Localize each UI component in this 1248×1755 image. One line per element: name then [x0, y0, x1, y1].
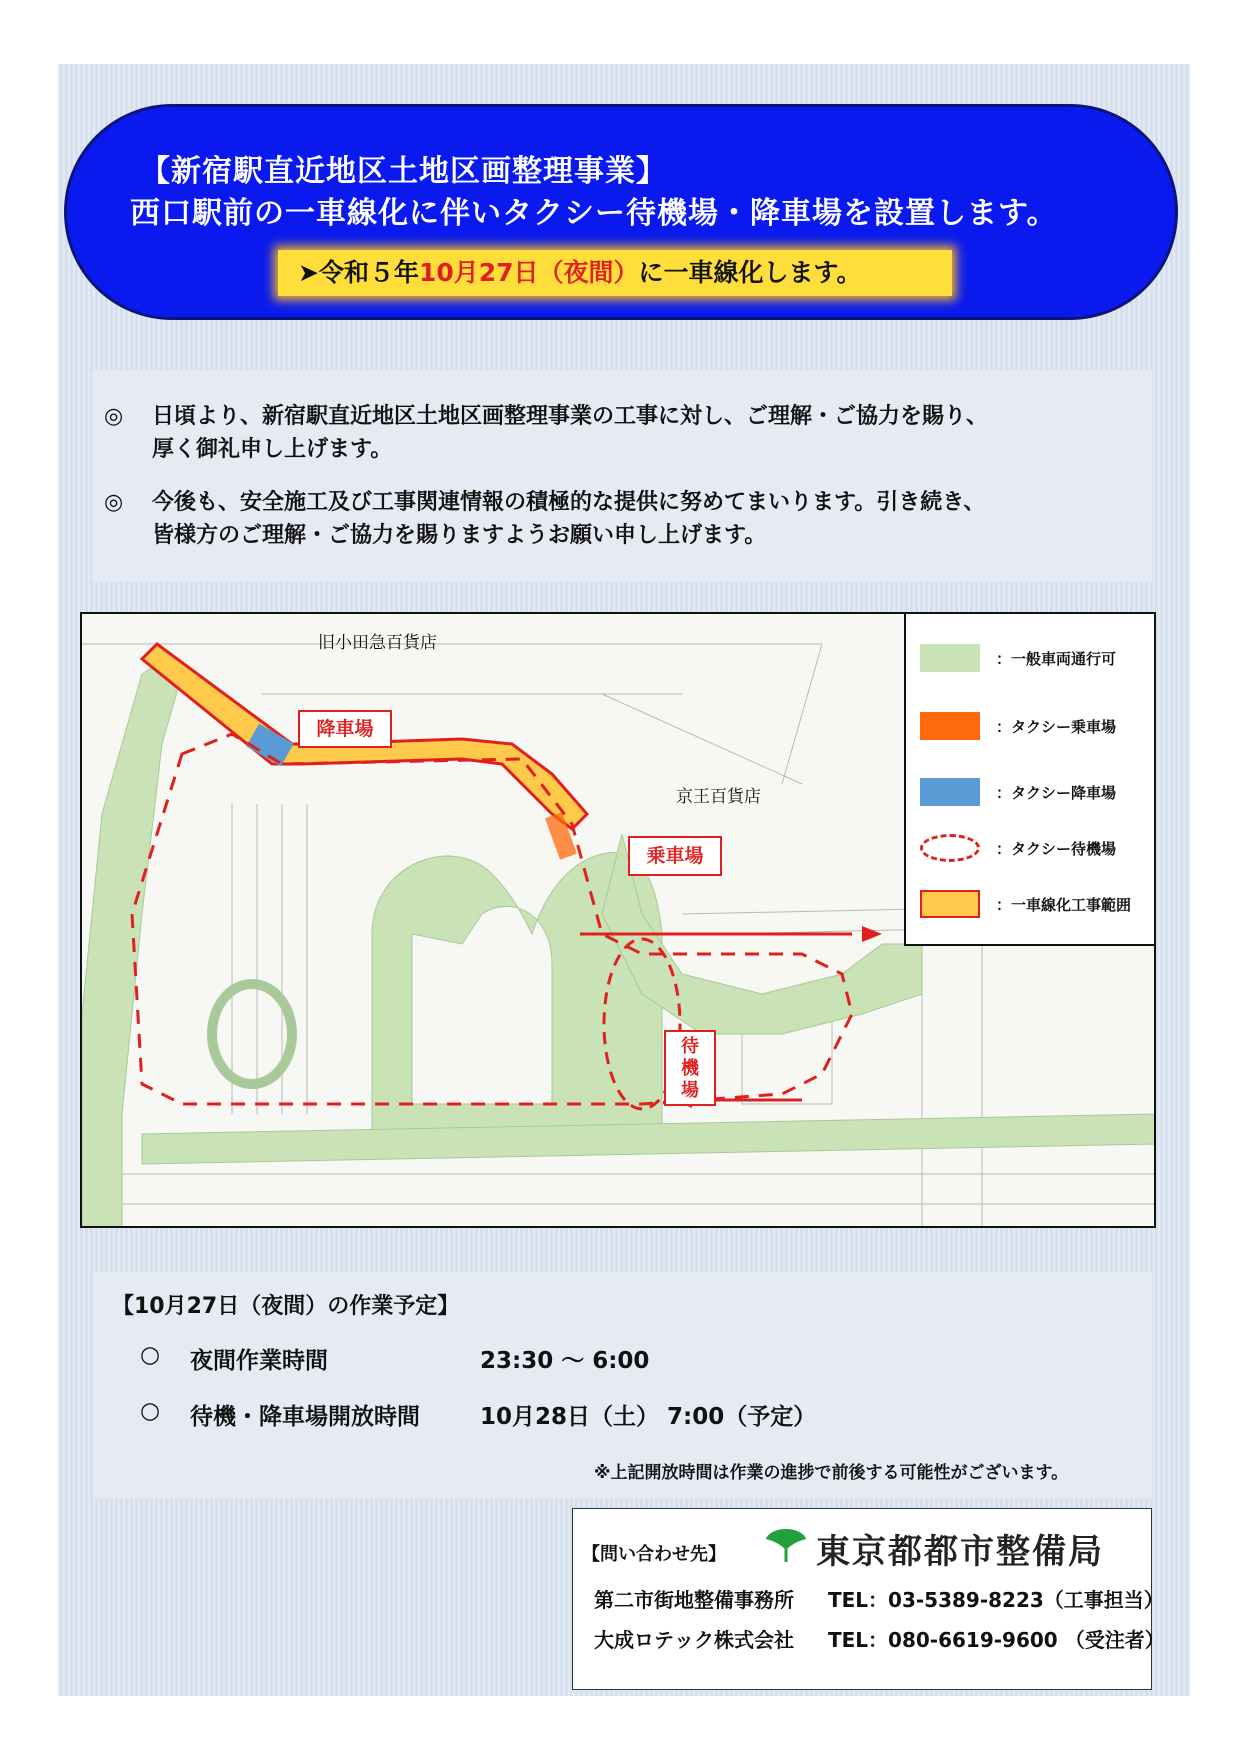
contact-name: 大成ロテック株式会社 [594, 1628, 794, 1652]
contact-tel: TEL：080-6619-9600 （受注者） [828, 1628, 1165, 1652]
waiting-char: 機 [681, 1058, 699, 1079]
page-subtitle: 西口駅前の一車線化に伴いタクシー待機場・降車場を設置します。 [130, 196, 1058, 231]
date-prefix: ➤令和５年 [298, 258, 419, 287]
org-name: 東京都都市整備局 [816, 1532, 1104, 1572]
date-highlight: 10月27日（夜間） [418, 258, 639, 287]
paragraph-line: 皆様方のご理解・ご協力を賜りますようお願い申し上げます。 [152, 523, 767, 548]
schedule-note: ※上記開放時間は作業の進捗で前後する可能性がございます。 [594, 1463, 1069, 1483]
date-suffix: に一車線化します。 [638, 258, 862, 287]
waiting-char: 場 [681, 1080, 699, 1101]
paragraph-line: 厚く御礼申し上げます。 [152, 437, 393, 462]
schedule-row-opening [140, 1398, 160, 1424]
legend-swatch [920, 834, 980, 862]
schedule-title: 【10月27日（夜間）の作業予定】 [112, 1294, 460, 1319]
schedule-row-label: 夜間作業時間 [190, 1348, 328, 1374]
legend-label: ：タクシー待機場 [996, 840, 1117, 858]
schedule-row-night-work [140, 1342, 160, 1368]
legend-swatch [920, 644, 980, 672]
contact-tel: TEL：03-5389-8223（工事担当） [828, 1588, 1164, 1612]
date-banner [278, 250, 952, 296]
legend-label: ：タクシー乗車場 [996, 718, 1117, 736]
paragraph-line: 今後も、安全施工及び工事関連情報の積極的な提供に努めてまいります。引き続き、 [152, 490, 986, 515]
label-keio: 京王百貨店 [676, 787, 761, 807]
schedule-row-label: 待機・降車場開放時間 [190, 1404, 420, 1430]
paragraph-text [152, 486, 985, 552]
map-legend [904, 612, 1156, 946]
legend-label: ：一車線化工事範囲 [996, 896, 1132, 914]
page-title: 【新宿駅直近地区土地区画整理事業】 [140, 154, 667, 189]
label-odakyu: 旧小田急百貨店 [318, 633, 437, 653]
pickup-label-box: 乗車場 [628, 836, 722, 876]
circle-mark: ○ [140, 1398, 161, 1424]
bullet-mark: ◎ [104, 404, 124, 429]
contact-name: 第二市街地整備事務所 [594, 1588, 794, 1612]
tokyo-ginkgo-logo-icon [764, 1524, 808, 1564]
paragraph-line: 日頃より、新宿駅直近地区土地区画整理事業の工事に対し、ご理解・ご協力を賜り、 [152, 404, 989, 429]
legend-swatch [920, 890, 980, 918]
bullet-mark: ◎ [104, 490, 124, 515]
legend-label: ：一般車両通行可 [996, 650, 1117, 668]
circle-mark: ○ [140, 1342, 161, 1368]
legend-label: ：タクシー降車場 [996, 784, 1117, 802]
waiting-label-box [664, 1030, 716, 1106]
contact-heading: 【問い合わせ先】 [582, 1544, 726, 1565]
dropoff-label-box: 降車場 [298, 710, 392, 748]
right-arrow-icon [862, 926, 882, 942]
legend-swatch [920, 712, 980, 740]
legend-swatch [920, 778, 980, 806]
paragraph-text [152, 400, 988, 466]
schedule-row-value: 23:30 ～ 6:00 [480, 1348, 650, 1374]
schedule-row-value: 10月28日（土） 7:00（予定） [480, 1404, 817, 1430]
waiting-char: 待 [681, 1036, 699, 1057]
